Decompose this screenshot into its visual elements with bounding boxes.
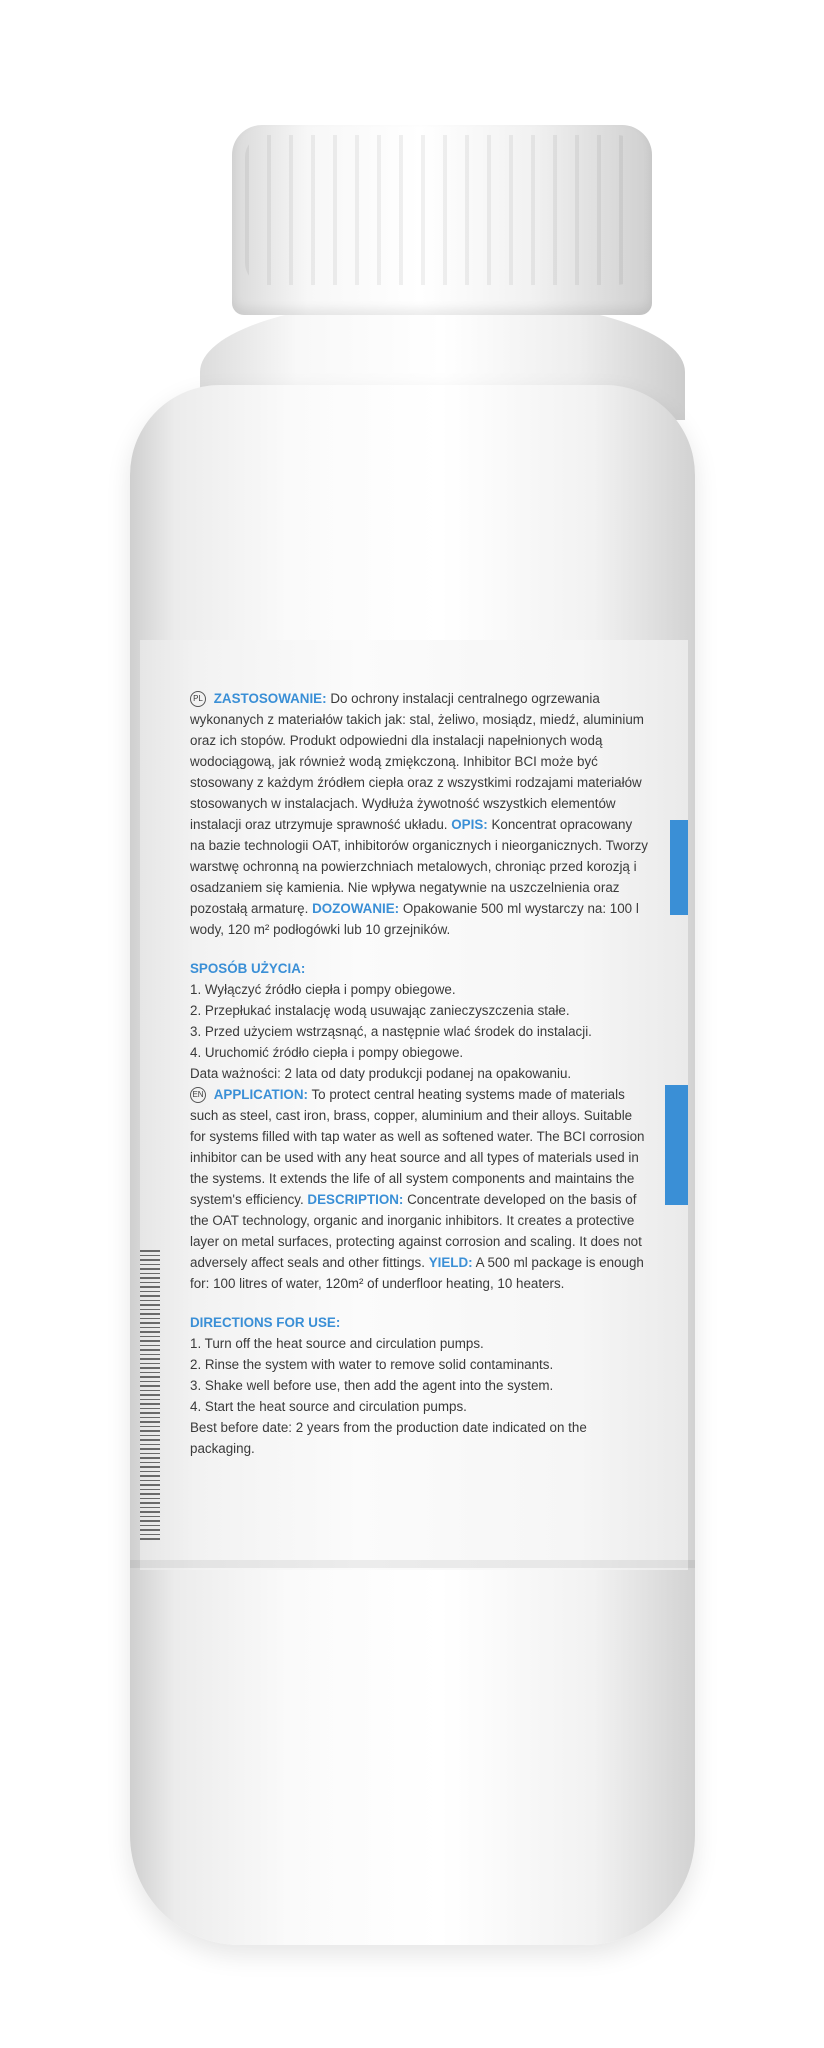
en-application-text: To protect central heating systems made of materials such as steel, cast iron, brass, copper, aluminium and their alloys. Suitable for systems filled with tap water as well as softened water. The BCI corrosion inhibitor can be used with any heat source and all types of materials used in the systems. It extends the life of all system components and maintains the system's efficiency. xyxy=(190,1087,645,1207)
label-bottom-edge xyxy=(130,1560,695,1568)
en-direction-item: 4. Start the heat source and circulation pumps. xyxy=(190,1399,467,1414)
pl-paragraph xyxy=(190,688,650,940)
pl-application-heading: ZASTOSOWANIE: xyxy=(213,691,327,706)
en-shelf-life: Best before date: 2 years from the production date indicated on the packaging. xyxy=(190,1420,587,1456)
pl-directions xyxy=(190,958,650,1063)
en-directions xyxy=(190,1312,650,1417)
en-direction-item: 3. Shake well before use, then add the agent into the system. xyxy=(190,1378,554,1393)
barcode xyxy=(140,1250,160,1540)
front-label-blue-strip xyxy=(670,820,688,915)
front-label-blue-block xyxy=(665,1085,688,1205)
en-direction-item: 2. Rinse the system with water to remove solid contaminants. xyxy=(190,1357,554,1372)
en-application-heading: APPLICATION: xyxy=(213,1087,308,1102)
en-description-heading: DESCRIPTION: xyxy=(307,1192,404,1207)
pl-direction-item: 1. Wyłączyć źródło ciepła i pompy obiegowe. xyxy=(190,982,456,997)
pl-direction-item: 4. Uruchomić źródło ciepła i pompy obiegowe. xyxy=(190,1045,464,1060)
en-description-text: Concentrate developed on the basis of the OAT technology, organic and inorganic inhibitors. It creates a protective layer on metal surfaces, protecting against corrosion and scaling. It does not adversely affect seals and other fittings. xyxy=(190,1192,642,1270)
en-directions-heading: DIRECTIONS FOR USE: xyxy=(190,1315,341,1330)
pl-direction-item: 2. Przepłukać instalację wodą usuwając zanieczyszczenia stałe. xyxy=(190,1003,570,1018)
en-yield-heading: YIELD: xyxy=(428,1255,473,1270)
pl-direction-item: 3. Przed użyciem wstrząsnąć, a następnie wlać środek do instalacji. xyxy=(190,1024,592,1039)
pl-application-text: Do ochrony instalacji centralnego ogrzewania wykonanych z materiałów takich jak: stal, żeliwo, mosiądz, miedź, aluminium oraz ich stopów. Produkt odpowiedni dla instalacji napełnionych wodą wodociągową, jak również wodą zmiękczoną. Inhibitor BCI może być stosowany z każdym źródłem ciepła oraz z wszystkimi rodzajami materiałów stosowanych w instalacjach. Wydłuża żywotność wszystkich elementów instalacji oraz utrzymuje sprawność układu. xyxy=(190,691,644,832)
pl-language-badge: PL xyxy=(190,691,206,707)
pl-directions-heading: SPOSÓB UŻYCIA: xyxy=(190,961,306,976)
en-paragraph xyxy=(190,1084,650,1294)
cap-ribs xyxy=(245,135,639,285)
pl-shelf-life: Data ważności: 2 lata od daty produkcji podanej na opakowaniu. xyxy=(190,1066,572,1081)
pl-description-text: Koncentrat opracowany na bazie technologii OAT, inhibitorów organicznych i nieorganicznych. Tworzy warstwę ochronną na powierzchniach metalowych, chroniąc przed korozją i osadzaniem się kamienia. Nie wpływa negatywnie na uszczelnienia oraz pozostałą armaturę. xyxy=(190,817,648,916)
en-yield-text: A 500 ml package is enough for: 100 litres of water, 120m² of underfloor heating, 10 heaters. xyxy=(190,1255,644,1291)
pl-dosage-text: Opakowanie 500 ml wystarczy na: 100 l wody, 120 m² podłogówki lub 10 grzejników. xyxy=(190,901,639,937)
pl-description-heading: OPIS: xyxy=(451,817,488,832)
en-language-badge: EN xyxy=(190,1087,206,1103)
label-text xyxy=(190,688,650,1459)
en-direction-item: 1. Turn off the heat source and circulation pumps. xyxy=(190,1336,484,1351)
pl-dosage-heading: DOZOWANIE: xyxy=(312,901,400,916)
